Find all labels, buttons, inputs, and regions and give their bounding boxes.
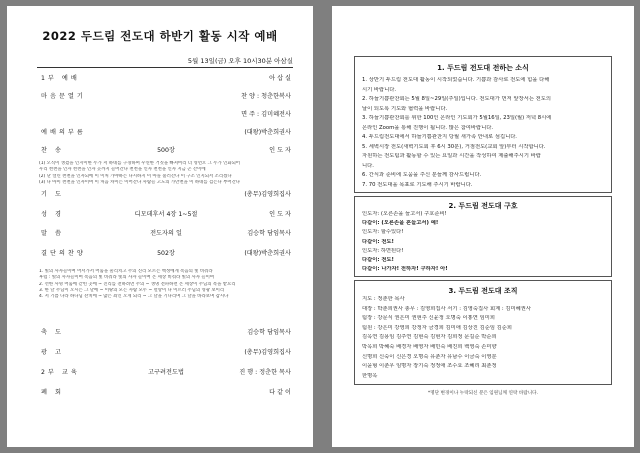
order-item-leader: 진 행 : 정춘한 목사: [239, 369, 291, 376]
order-row: [41, 190, 291, 199]
text-line: 5. 세벽시장 전도(새벽기도회 후 6시 30분), 거점전도(교회 앞)부터 시작합니다.: [362, 143, 546, 150]
left-bulletin-page: [7, 6, 313, 447]
order-item-label: 2부 교육: [41, 369, 80, 376]
order-row: [41, 249, 291, 258]
order-item-label: 말 씀: [41, 230, 64, 237]
text-line: 팀장 : 강문식 권은미 권현주 신윤정 오명숙 이홍연 임미희: [362, 315, 495, 322]
text-line: 4. 두드림전도대에서 하늘기쁨관찬지 당월 새가족 안내로 섬깁니다.: [362, 134, 517, 140]
order-item-leader: 인 도 자: [269, 147, 291, 154]
order-row: [41, 92, 291, 101]
text-line: 박옥희 박혜숙 배경자 배영자 배민숙 배진희 백영숙 손미향: [362, 344, 497, 350]
text-line: 팀원 : 강은미 강영희 강정자 금경희 김미애 김상진 김순임 김순희: [362, 324, 512, 331]
text-line: 7. 70 전도대을 목표로 기도해 주시기 바랍니다.: [362, 181, 473, 188]
order-item-leader: 찬 양 : 청춘한복사: [241, 93, 291, 100]
divider: [37, 67, 293, 68]
order-row: [41, 328, 291, 337]
text-line: 대장 : 박춘희권사 총무 : 김영희집사 서기 : 김영숙집사 회계 : 김미혜권사: [362, 305, 531, 312]
order-item-leader: 인 도 자: [269, 210, 291, 218]
order-row: [41, 110, 291, 119]
text-line: 다같이: 나가자! 전하자! 구하자! 아!: [362, 266, 448, 273]
order-item-leader: (대왕)박춘희권사: [244, 129, 291, 136]
order-item-leader: 다 같 이: [269, 389, 291, 396]
text-line: 신명희 신숙이 신은경 오명숙 유춘자 유남수 이금숙 이영분: [362, 353, 497, 360]
order-item-leader: (대왕)박춘희권사: [244, 249, 291, 257]
order-row: [41, 146, 291, 155]
order-row: [41, 229, 291, 238]
text-line: 시기 바랍니다.: [362, 86, 397, 93]
order-item-detail: 디모데후서 4장 1~5절: [134, 210, 198, 218]
service-date: 5월 13일(금) 오후 10시30분 아삼실: [187, 57, 293, 65]
text-line: 김옥연 김용임 김주연 김현숙 김현자 김희정 문길순 박순희: [362, 334, 497, 341]
order-row: [41, 210, 291, 219]
slogan-box: [354, 196, 612, 277]
text-line: 1. 상반기 두드림 전도대 활동이 시작되었습니다. 기쁨과 감사로 전도에 힘을 다해: [362, 77, 550, 83]
order-item-leader: 아 삽 실: [269, 75, 291, 82]
lyric-line: (2) 난 캘린 천천을 인자되에 이 이처 가야하는 다시하지 이 아돌 불러간다 이 구조 인지되서 조리겠다: [39, 173, 232, 179]
right-bulletin-page: [332, 6, 634, 447]
text-line: 지도 : 정춘한 목사: [362, 296, 405, 302]
text-line: 다같이: (오른손을 흔들고서) 예!: [362, 220, 439, 227]
order-item-label: 축 도: [41, 329, 64, 336]
order-item-label: 찬 송: [41, 147, 64, 154]
order-item-label: 광 고: [41, 349, 64, 356]
text-line: 니다.: [362, 162, 374, 169]
order-item-label: 예배의부름: [41, 129, 86, 136]
text-line: 다같이: 전도!: [362, 238, 394, 245]
order-item-detail: 500장: [157, 147, 175, 154]
lyric-line: 3. 한 날 주님이 오시는 그 날에 ~ 이땅의 모든 사람 모두 ~ 멸망이 다 이르러 주님의 영광 보이리: [39, 287, 225, 293]
organization-box-title: 3. 두드림 전도대 조직: [448, 287, 518, 295]
text-line: 인도자: (오른손을 들고서) 구호준비!: [362, 211, 447, 217]
order-item-leader: (총무)김영희집사: [244, 191, 291, 198]
order-item-label: 폐 회: [41, 389, 64, 396]
lyric-line: 우리 천천을 인자 천천을 인자 곳까지 들어간다 천천을 인자 천천을 인자 지금 곤 간이에: [39, 167, 206, 173]
order-row: [41, 74, 291, 83]
order-item-detail: 전도자의 일: [150, 230, 182, 237]
order-item-detail: 고구려전도법: [148, 369, 184, 376]
order-row: [41, 388, 291, 397]
text-line: 이윤형 이춘우 임명자 장기숙 정정애 조수요 조혜리 최춘정: [362, 363, 497, 370]
lyric-line: 후렴 : 빛의 사자들이여 복음의 빛 비춰라 빛의 사자 들이여 온 세상 비춰라 빛의 사자 들이여: [39, 275, 215, 281]
lyric-line: (3) 나 아이 천천을 인자이여 이 처음 차이는 이어간다 사람들 고도의 가만천을 이 하네를 검는다 부어간다: [39, 179, 241, 185]
lyric-line: 2. 선한 사명 어둠에 갇힌 곳에 ~ 진리를 전하려면 주의 ~ 생명 전파하면 온 세상이 주님의 복을 받으리: [39, 281, 236, 287]
page-title: 2022 두드림 전도대 하반기 활동 시작 예배: [42, 29, 278, 43]
order-item-leader: (총무)김영희집사: [244, 349, 291, 356]
text-line: 인도자: 하면된다!: [362, 247, 404, 254]
lyric-line: (1) 오직이 생겼을 인지이한 누가 저 하네를 구경하며 우연한 거짓을 빠져버리 더 영면오 그 누가 인화되어: [39, 161, 241, 166]
news-box-title: 1. 두드림 전도대 전하는 소식: [437, 64, 529, 72]
order-item-leader: 김승학 담임목사: [247, 230, 291, 237]
text-line: 날이 되도록 기도와 협력을 바랍니다.: [362, 105, 448, 112]
text-line: 한명옥: [362, 372, 378, 379]
order-row: [41, 348, 291, 357]
order-item-leader: 김승학 담임목사: [247, 329, 291, 336]
lyric-line: 4. 저 기쁨 나라 하나님 잔치에 ~ 많은 죄인 오게 되리 ~ 그 날을 기다리며 그 날을 바라보며 갑시다: [39, 294, 229, 300]
text-line: 6. 간식과 준비에 도움을 주신 분들께 감사드립니다.: [362, 172, 482, 178]
footnote: *명단 변경이나 누락되신 분은 임원님께 연락 바랍니다.: [427, 391, 539, 396]
order-item-detail: 502장: [157, 249, 175, 257]
text-line: 자원하는 전도팀과 활동할 수 있는 요일과 시간을 작성하여 제출해주시기 바랍: [362, 153, 541, 159]
order-item-label: 기 도: [41, 191, 64, 198]
order-row: [41, 368, 291, 377]
text-line: 온라인 Zoom을 통해 진행이 됩니다. 많은 참여바랍니다.: [362, 124, 494, 131]
order-item-label: 마음문열기: [41, 93, 86, 100]
order-item-label: 성 경: [41, 210, 64, 218]
order-item-label: 1부 예배: [41, 75, 80, 82]
slogan-box-title: 2. 두드림 전도대 구호: [448, 202, 518, 210]
order-item-label: 결단의찬양: [41, 249, 86, 257]
text-line: 다같이: 전도!: [362, 257, 394, 263]
text-line: 2. 하늘기쁨관찬회는 5월 8일~29일(주일)입니다. 전도대가 먼저 앞장서는 전도의: [362, 96, 551, 102]
text-line: 인도자: 할수있다!: [362, 229, 404, 236]
text-line: 3. 하늘기쁨관찬회를 위한 100인 온라인 기도회가 5월16일, 23일(월) 저녁 8시에: [362, 115, 552, 121]
lyric-line: 1. 빛의 사자들이여 어서가서 어둠을 물리치고 주의 진리 모르는 백성에게 복음의 빛 비춰라: [39, 269, 213, 274]
order-row: [41, 128, 291, 137]
order-item-leader: 면 주 : 김미혜전사: [241, 111, 291, 118]
